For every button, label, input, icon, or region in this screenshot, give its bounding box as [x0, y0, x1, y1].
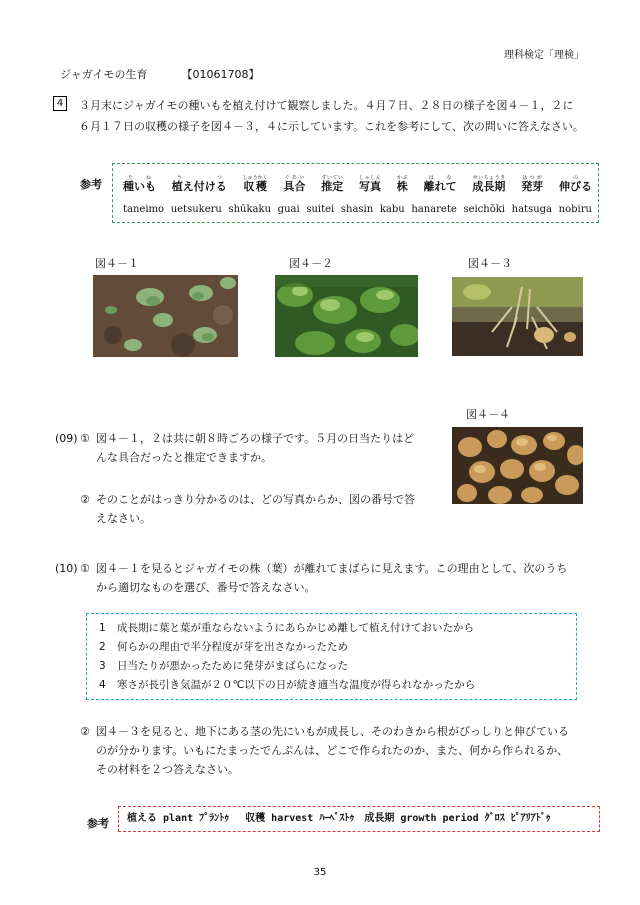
question-text	[79, 95, 599, 137]
q10-part1-number: ①	[80, 562, 90, 575]
page-number: 35	[313, 867, 327, 878]
q10-part2-text	[96, 722, 606, 779]
question-number: 4	[53, 96, 67, 111]
vocab-romaji: hatsuga	[511, 204, 553, 215]
q09-part2-line: そのことがはっきり分かるのは、どの写真からか、図の番号で答	[96, 493, 415, 506]
vocab-term: 種いもたね	[123, 175, 156, 193]
option-item: 1 成長期に葉と葉が重ならないようにあらかじめ離して植え付けておいたから	[99, 622, 474, 634]
reference-english-box: 植える plant ﾌﾟﾗﾝﾄｩ 収穫 harvest ﾊｰﾍﾞｽﾄｩ 成長期 growth period ｸﾞﾛｽ ﾋﾟｱﾘｱﾄﾞｩ	[118, 806, 600, 832]
vocab-kanji-row	[123, 175, 592, 194]
vocab-romaji: guai	[277, 204, 300, 215]
q09-part1-line: んな具合だったと推定できますか。	[96, 451, 272, 464]
q10-code: (10)	[55, 562, 78, 575]
q09-part2-text	[96, 490, 446, 528]
vocab-ruby: う つ	[171, 175, 227, 181]
vocab-romaji: uetsukeru	[170, 204, 222, 215]
vocab-term: 発芽はつが	[521, 175, 544, 193]
vocab-ruby: ぐあい	[283, 175, 306, 181]
vocab-term: 成長期せいちょうき	[472, 175, 506, 193]
figure-label-4-4: 図４－４	[466, 408, 510, 421]
reference-vocab-box	[112, 163, 599, 223]
vocab-term: 株かぶ	[396, 175, 408, 193]
vocab-term: 伸びるの	[558, 175, 592, 193]
vocab-romaji: shūkaku	[228, 204, 272, 215]
title-code: 【01061708】	[181, 68, 260, 81]
photo-figure-4-2	[275, 275, 418, 357]
q10-part2-line: 図４－３を見ると、地下にある茎の先にいもが成長し、そのわきから根がびっしりと伸びている	[96, 725, 569, 738]
vocab-term: 離れてはな	[423, 175, 457, 193]
header-label: 理科検定「理検」	[504, 50, 584, 61]
vocab-ruby: はつが	[521, 175, 544, 181]
option-item: 3 日当たりが悪かったために発芽がまばらになった	[99, 660, 348, 672]
vocab-romaji: taneimo	[123, 204, 165, 215]
vocab-term: 推定すいてい	[321, 175, 344, 193]
option-item: 4 寒さが長引き気温が２０℃以下の日が続き適当な温度が得られなかったから	[99, 679, 476, 691]
question-line: ３月末にジャガイモの種いもを植え付けて観察しました。４月７日、２８日の様子を図４－１，２に	[79, 99, 574, 112]
q10-part1-line: から適切なものを選び、番号で答えなさい。	[96, 581, 316, 594]
photo-figure-4-3	[452, 277, 583, 356]
reference-label: 参考	[80, 178, 102, 191]
photo-figure-4-1	[93, 275, 238, 357]
vocab-ruby: しゃしん	[359, 175, 381, 181]
vocab-romaji: seichōki	[463, 204, 506, 215]
q09-code: (09)	[55, 432, 78, 445]
vocab-ruby: すいてい	[321, 175, 344, 181]
q09-part2-line: えなさい。	[96, 512, 151, 525]
figure-label-4-1: 図４－１	[95, 257, 139, 270]
vocab-ruby: しゅうかく	[242, 175, 268, 181]
figure-label-4-3: 図４－３	[468, 257, 512, 270]
vocab-ruby: はな	[423, 175, 457, 181]
q10-part2-line: のが分かります。いもにたまったでんぷんは、どこで作られたのか、また、何から作られるか、	[96, 744, 569, 757]
vocab-ruby: せいちょうき	[472, 175, 506, 181]
q09-part1-text	[96, 429, 446, 467]
answer-options-box	[86, 613, 577, 700]
vocab-romaji-row	[123, 204, 592, 215]
vocab-ruby: の	[558, 175, 592, 181]
vocab-term: 植え付けるう つ	[171, 175, 227, 193]
q10-part1-line: 図４－１を見るとジャガイモの株（葉）が離れてまばらに見えます。この理由として、次のうち	[96, 562, 568, 575]
q09-part1-line: 図４－１，２は共に朝８時ごろの様子です。５月の日当たりはど	[96, 432, 415, 445]
photo-figure-4-4	[452, 427, 583, 504]
vocab-romaji: shasin	[340, 204, 374, 215]
vocab-romaji: suitei	[306, 204, 335, 215]
page-title	[60, 66, 259, 82]
vocab-term: 収穫しゅうかく	[242, 175, 268, 193]
reference-label-2: 参考	[87, 817, 109, 830]
title-name: ジャガイモの生育	[60, 68, 148, 81]
vocab-ruby: かぶ	[396, 175, 408, 181]
vocab-romaji: nobiru	[558, 204, 592, 215]
option-item: 2 何らかの理由で半分程度が芽を出さなかったため	[99, 641, 348, 653]
figure-label-4-2: 図４－２	[289, 257, 333, 270]
q09-part2-number: ②	[80, 493, 90, 506]
vocab-term: 写真しゃしん	[359, 175, 381, 193]
vocab-term: 具合ぐあい	[283, 175, 306, 193]
q10-part2-number: ②	[80, 725, 90, 738]
q10-part1-text	[96, 559, 606, 597]
q10-part2-line: その材料を２つ答えなさい。	[96, 763, 239, 776]
vocab-ruby: たね	[123, 175, 156, 181]
q09-part1-number: ①	[80, 432, 90, 445]
vocab-romaji: kabu	[379, 204, 405, 215]
question-line: ６月１７日の収穫の様子を図４－３，４に示しています。これを参考にして、次の問いに答えなさい。	[79, 120, 584, 133]
vocab-romaji: hanarete	[411, 204, 457, 215]
